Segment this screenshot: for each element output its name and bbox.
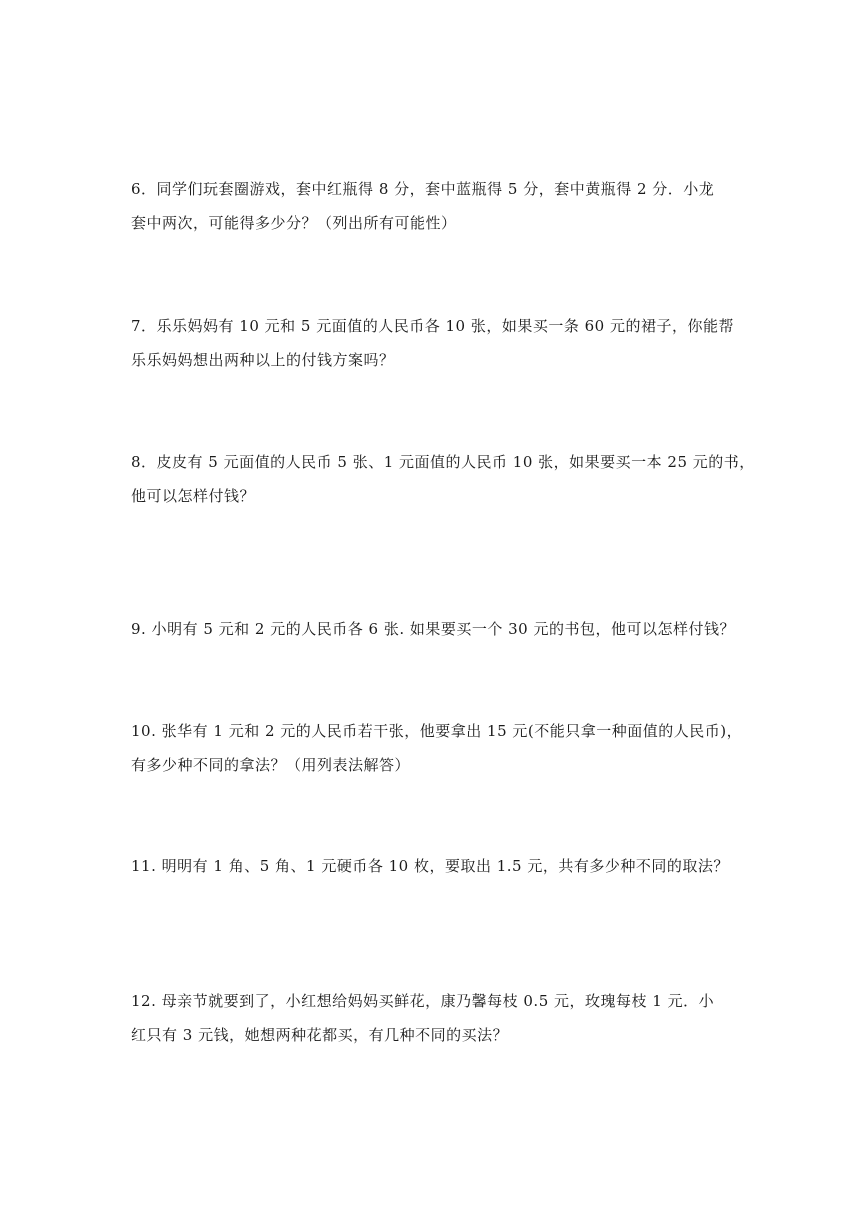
- question-12-line-2: 红只有 3 元钱，她想两种花都买，有几种不同的买法？: [131, 1026, 509, 1044]
- question-7-line-1: 7．乐乐妈妈有 10 元和 5 元面值的人民币各 10 张，如果买一条 60 元的裙子，你能帮: [131, 317, 734, 335]
- question-7: [131, 309, 771, 377]
- question-12: [131, 984, 771, 1052]
- question-9-line-1: 9. 小明有 5 元和 2 元的人民币各 6 张. 如果要买一个 30 元的书包，他可以怎样付钱？: [131, 620, 735, 638]
- question-11: [131, 849, 771, 883]
- question-10-line-2: 有多少种不同的拿法？（用列表法解答）: [131, 756, 411, 774]
- question-10: [131, 714, 771, 782]
- question-6-line-1: 6．同学们玩套圈游戏，套中红瓶得 8 分，套中蓝瓶得 5 分，套中黄瓶得 2 分．小龙: [131, 180, 715, 198]
- question-10-line-1: 10. 张华有 1 元和 2 元的人民币若干张，他要拿出 15 元(不能只拿一种面值的人民币)，: [131, 722, 743, 740]
- question-8: [131, 445, 771, 513]
- question-6-line-2: 套中两次，可能得多少分？（列出所有可能性）: [131, 214, 457, 232]
- question-7-line-2: 乐乐妈妈想出两种以上的付钱方案吗？: [131, 351, 395, 369]
- question-9: [131, 612, 771, 646]
- question-12-line-1: 12. 母亲节就要到了，小红想给妈妈买鲜花，康乃馨每枝 0.5 元，玫瑰每枝 1 元．小: [131, 992, 715, 1010]
- question-8-line-1: 8．皮皮有 5 元面值的人民币 5 张、1 元面值的人民币 10 张，如果要买一本 25 元的书，: [131, 453, 755, 471]
- question-6: [131, 172, 771, 240]
- question-11-line-1: 11. 明明有 1 角、5 角、1 元硬币各 10 枚，要取出 1.5 元，共有多少种不同的取法？: [131, 857, 729, 875]
- question-8-line-2: 他可以怎样付钱？: [131, 487, 256, 505]
